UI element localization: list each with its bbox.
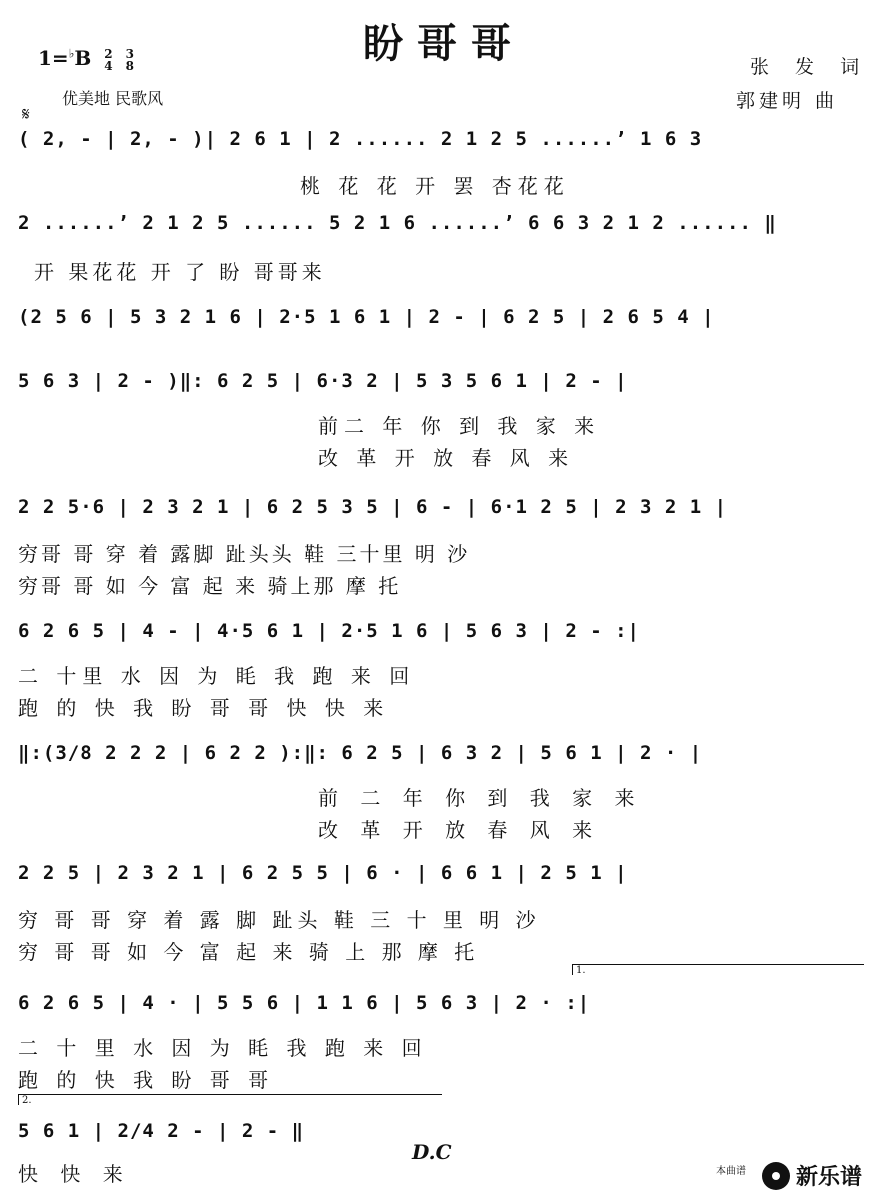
time-signature-3-8: 3 8 [125,46,134,73]
lyric-line: 二 十 里 水 因 为 眊 我 跑 来 回 [18,1036,428,1060]
key-prefix: 1= [38,46,69,70]
composer: 郭建明 曲 [736,90,839,112]
notation-row: 6 2 6 5 | 4 · | 5 5 6 | 1 1 6 | 5 6 3 | 2 · :| [18,992,591,1014]
notation-row: (2 5 6 | 5 3 2 1 6 | 2·5 1 6 1 | 2 - | 6 2 5 | 2 6 5 4 | [18,306,715,328]
notation-row: ‖:(3/8 2 2 2 | 6 2 2 ):‖: 6 2 5 | 6 3 2 | 5 6 1 | 2 · | [18,742,703,764]
notation-row: 2 ......’ 2 1 2 5 ...... 5 2 1 6 ......’ 6 6 3 2 1 2 ...... ‖ [18,212,777,234]
lyric-line: 桃 花 花 开 罢 杏花花 [300,174,570,198]
lyric-line: 穷哥 哥 如 今 富 起 来 骑上那 摩 托 [18,574,402,598]
lyric-line: 穷 哥 哥 穿 着 露 脚 趾头 鞋 三 十 里 明 沙 [18,908,541,932]
footer-note: 本曲谱 [716,1166,746,1177]
key-signature [38,46,134,72]
notation-row: ( 2, - | 2, - )| 2 6 1 | 2 ...... 2 1 2 5 ......’ 1 6 3 [18,128,703,150]
lyric-line: 二 十里 水 因 为 眊 我 跑 来 回 [18,664,416,688]
lyric-line: 前二 年 你 到 我 家 来 [318,414,601,438]
time-signature-2-4: 2 4 [104,46,113,73]
notation-row: 5 6 3 | 2 - )‖: 6 2 5 | 6·3 2 | 5 3 5 6 1 | 2 - | [18,370,628,392]
key-note: B [74,46,92,70]
notation-row: 6 2 6 5 | 4 - | 4·5 6 1 | 2·5 1 6 | 5 6 3 | 2 - :| [18,620,640,642]
lyric-line: 快 快 来 [18,1162,131,1186]
brand-logo: 新乐谱 [796,1165,863,1190]
tempo-style: 优美地 民歌风 [62,89,164,108]
notation-row: 5 6 1 | 2/4 2 - | 2 - ‖ [18,1120,305,1142]
notation-row: 2 2 5 | 2 3 2 1 | 6 2 5 5 | 6 · | 6 6 1 | 2 5 1 | [18,862,628,884]
record-disc-icon [762,1162,790,1190]
lyric-line: 前 二 年 你 到 我 家 来 [318,786,643,810]
lyric-line: 跑 的 快 我 盼 哥 哥 [18,1068,275,1092]
lyric-line: 开 果花花 开 了 盼 哥哥来 [34,260,326,284]
page-title: 盼哥哥 [363,20,525,67]
lyric-line: 穷哥 哥 穿 着 露脚 趾头头 鞋 三十里 明 沙 [18,542,471,566]
volta-1-bracket: 1. [572,964,864,975]
lyric-line: 跑 的 快 我 盼 哥 哥 快 快 来 [18,696,390,720]
volta-2-bracket: 2. [18,1094,442,1105]
lyric-line: 改 革 开 放 春 风 来 [318,446,575,470]
da-capo-mark: D.C [412,1140,452,1164]
segno-icon: 𝄋 [22,104,30,125]
flat-icon: ♭ [68,46,75,61]
notation-row: 2 2 5·6 | 2 3 2 1 | 6 2 5 3 5 | 6 - | 6·1 2 5 | 2 3 2 1 | [18,496,728,518]
lyric-line: 穷 哥 哥 如 今 富 起 来 骑 上 那 摩 托 [18,940,480,964]
lyric-line: 改 革 开 放 春 风 来 [318,818,601,842]
lyricist: 张 发 词 [750,56,870,78]
